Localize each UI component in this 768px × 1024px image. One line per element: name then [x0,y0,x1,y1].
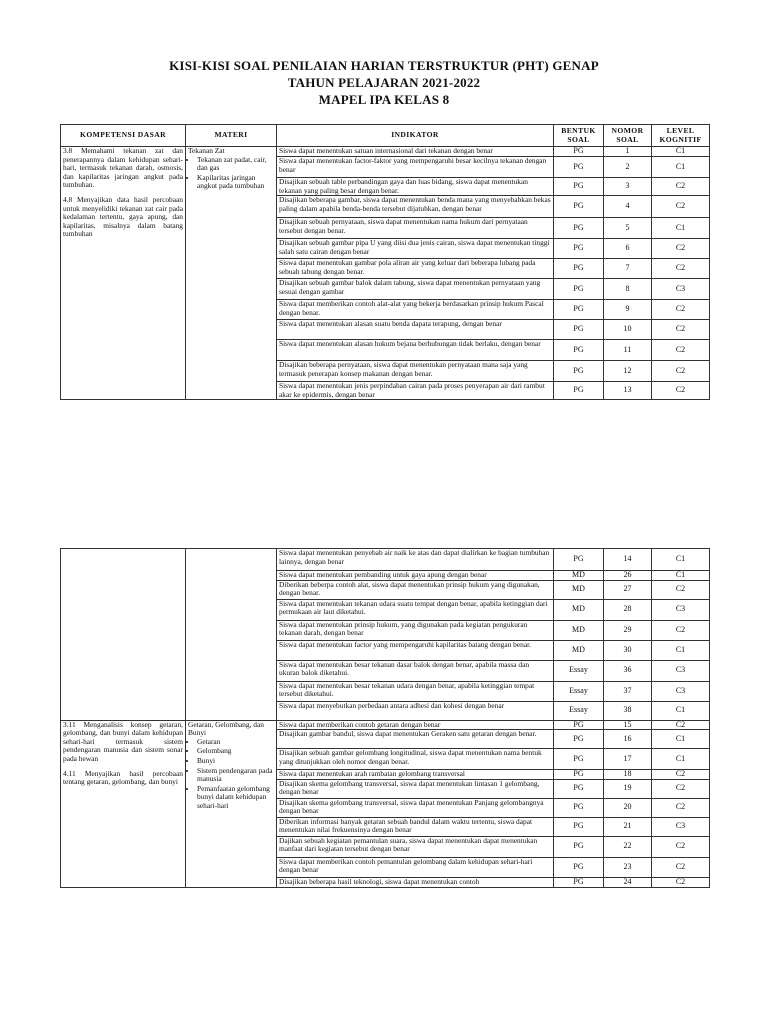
level-cell: C3 [652,599,710,620]
level-cell: C1 [652,218,710,239]
nomor-cell: 9 [604,300,652,320]
col-header-kd: KOMPETENSI DASAR [61,125,186,147]
indikator-cell: Disajikan sebuah pernyataan, siswa dapat menentukan nama hukum dari pernyataan tersebut dengan benar. [277,218,554,239]
materi-list-item: • Kapilaritas jaringan angkut pada tumbuhan [197,174,274,191]
indikator-cell: Siswa dapat menentukan factor-faktor yang mempengaruhi besar kecilnya tekanan dengan benar [277,157,554,178]
bentuk-cell: Essay [554,660,604,681]
indikator-cell: Diberikan informasi banyak getaran sebuah bandul dalam waktu tertentu, siswa dapat menentukan nilai frekuensinya dengan benar [277,817,554,836]
doc-subtitle-subject: MAPEL IPA KELAS 8 [318,92,450,107]
nomor-cell: 26 [604,571,652,581]
bentuk-cell: PG [554,382,604,400]
materi-cell [186,147,277,400]
bentuk-cell: PG [554,798,604,817]
materi-cell [186,720,277,887]
level-cell: C2 [652,178,710,196]
nomor-cell: 23 [604,857,652,877]
bentuk-cell: PG [554,817,604,836]
level-cell: C2 [652,836,710,857]
bentuk-cell: Essay [554,701,604,720]
nomor-cell: 13 [604,382,652,400]
kd-paragraph: 3.11 Menganalisis konsep getaran, gelombang, dan bunyi dalam kehidupan sehari-hari termasuk sistem pendengaran manusia dan sistem sonar pada hewan [63,720,183,763]
bentuk-cell: MD [554,571,604,581]
level-cell: C3 [652,660,710,681]
indikator-cell: Siswa dapat menentukan alasan suatu benda dapata terapung, dengan benar [277,320,554,340]
level-cell: C2 [652,620,710,640]
nomor-cell: 20 [604,798,652,817]
bentuk-cell: PG [554,549,604,571]
kompetensi-dasar-cell [61,147,186,400]
indikator-cell: Siswa dapat menentukan besar tekanan udara dengan benar, apabila ketinggian tempat tersebut diketahui. [277,681,554,701]
table-row [61,720,710,730]
nomor-cell: 17 [604,749,652,770]
indikator-cell: Siswa dapat menentukan arah rambatan gelombang transversal [277,770,554,780]
nomor-cell: 38 [604,701,652,720]
bentuk-cell: MD [554,620,604,640]
nomor-cell: 15 [604,720,652,730]
level-cell: C1 [652,147,710,157]
doc-title: KISI-KISI SOAL PENILAIAN HARIAN TERSTRUKTUR (PHT) GENAP [169,58,599,73]
bentuk-cell: PG [554,340,604,361]
level-cell: C1 [652,157,710,178]
materi-list-item: • Pemanfaatan gelombang bunyi dalam kehidupan sehari-hari [197,785,274,811]
indikator-cell: Siswa dapat menentukan alasan hukum bejana berhubungan tidak berlaku, dengan benar [277,340,554,361]
nomor-cell: 2 [604,157,652,178]
kd-paragraph: 3.8 Memahami tekanan zat dan penerapannya dalam kehidupan sehari-hari, termasuk tekanan darah, osmosis, dan kapilaritas jaringan angkut pada tumbuhan. [63,146,183,190]
col-header-bentuk: BENTUK SOAL [554,125,604,147]
nomor-cell: 7 [604,259,652,279]
level-cell: C3 [652,817,710,836]
indikator-cell: Disajikan skema gelombang transversal, siswa dapat menentukan Panjang gelombangnya dengan benar [277,798,554,817]
col-header-level: LEVEL KOGNITIF [652,125,710,147]
nomor-cell: 10 [604,320,652,340]
bentuk-cell: PG [554,196,604,218]
level-cell: C1 [652,701,710,720]
nomor-cell: 30 [604,640,652,660]
kd-paragraph: 4.11 Menyajikan hasil percobaan tentang getaran, gelombang, dan bunyi [63,768,183,787]
nomor-cell: 3 [604,178,652,196]
indikator-cell: Disajikan skema gelombang transversal, siswa dapat menentukan lintasan 1 gelombang, dengan benar [277,779,554,798]
bentuk-cell: MD [554,599,604,620]
indikator-cell: Siswa dapat menentukan jenis perpindahan cairan pada proses penyerapan air dari rambut akar ke epidermis, dengan benar [277,382,554,400]
nomor-cell: 36 [604,660,652,681]
bentuk-cell: MD [554,640,604,660]
bentuk-cell: PG [554,157,604,178]
bentuk-cell: PG [554,320,604,340]
indikator-cell: Siswa dapat menentukan gambar pola aliran air yang keluar dari beberapa lubang pada sebuah tabung dengan benar. [277,259,554,279]
doc-subtitle-year: TAHUN PELAJARAN 2021-2022 [287,75,481,90]
indikator-cell: Siswa dapat memberikan contoh alat-alat yang bekerja berdasarkan prinsip hukum Pascal dengan benar. [277,300,554,320]
indikator-cell: Siswa dapat menentukan factor yang mempengaruhi kapilaritas batang dengan benar. [277,640,554,660]
indikator-cell: Siswa dapat menyebutkan perbedaan antara adhesi dan kohesi dengan benar [277,701,554,720]
indikator-cell: Siswa dapat menentukan tekanan udara suatu tempat dengan benar, apabila ketinggian dari permukaan air laut diketahui. [277,599,554,620]
nomor-cell: 18 [604,770,652,780]
indikator-cell: Dajikan sebuah kegiatan pemantulan suara, siswa dapat menentukan dapat menentukan manfaat dari kegiatan tersebut dengan benar [277,836,554,857]
header-row [61,125,710,147]
materi-list-item: • Tekanan zat padat, cair, dan gas [197,156,274,173]
indikator-cell: Disajikan sebuah gambar balok dalam tabung, siswa dapat menentukan pernyataan yang sesuai dengan gambar [277,279,554,300]
nomor-cell: 21 [604,817,652,836]
bentuk-cell: PG [554,720,604,730]
level-cell: C1 [652,749,710,770]
indikator-cell: Siswa dapat memberikan contoh getaran dengan benar [277,720,554,730]
kompetensi-dasar-cell [61,720,186,887]
materi-list-item: • Bunyi [197,757,274,766]
bentuk-cell: PG [554,279,604,300]
bentuk-cell: PG [554,300,604,320]
level-cell: C2 [652,877,710,887]
level-cell: C2 [652,196,710,218]
indikator-cell: Siswa dapat memberikan contoh pemantulan gelombang dalam kehidupan sehari-hari dengan benar [277,857,554,877]
bentuk-cell: PG [554,730,604,749]
level-cell: C3 [652,681,710,701]
nomor-cell: 1 [604,147,652,157]
nomor-cell: 16 [604,730,652,749]
indikator-cell: Siswa dapat menentukan pembanding untuk gaya apung dengan benar [277,571,554,581]
nomor-cell: 29 [604,620,652,640]
nomor-cell: 37 [604,681,652,701]
bentuk-cell: PG [554,259,604,279]
level-cell: C2 [652,382,710,400]
materi-list-item: • Gelombang [197,747,274,756]
materi-list [188,738,274,811]
indikator-cell: Diberikan beberpa contoh alat, siswa dapat menentukan prinsip hukum yang digunakan, dengan benar. [277,580,554,599]
nomor-cell: 19 [604,779,652,798]
nomor-cell: 27 [604,580,652,599]
level-cell: C2 [652,720,710,730]
indikator-cell: Disajikan beberapa gambar, siswa dapat menentukan benda mana yang menyebabkan bekas paling dalam apabila benda-benda tersebut dijatuhkan, dengan benar [277,196,554,218]
nomor-cell: 6 [604,239,652,259]
nomor-cell: 24 [604,877,652,887]
nomor-cell: 5 [604,218,652,239]
level-cell: C3 [652,279,710,300]
col-header-materi: MATERI [186,125,277,147]
bentuk-cell: PG [554,836,604,857]
kd-paragraph: 4.8 Menyajikan data hasil percobaan untuk menyelidiki tekanan zat cair pada kedalaman tertentu, gaya apung, dan kapilaritas, misalnya dalam batang tumbuhan [63,194,183,239]
level-cell: C2 [652,300,710,320]
kompetensi-dasar-cell-empty [61,549,186,721]
level-cell: C2 [652,340,710,361]
nomor-cell: 12 [604,361,652,382]
level-cell: C2 [652,770,710,780]
bentuk-cell: PG [554,857,604,877]
level-cell: C2 [652,779,710,798]
grid-table-1 [60,124,710,400]
bentuk-cell: PG [554,178,604,196]
level-cell: C2 [652,580,710,599]
nomor-cell: 28 [604,599,652,620]
indikator-cell: Disajikan sebuah table perbandingan gaya dan luas bidang, siswa dapat menentukan tekanan yang paling besar dengan benar. [277,178,554,196]
indikator-cell: Disajikan gambar bandul, siswa dapat menentukan Geraken satu getaran dengan benar. [277,730,554,749]
materi-list-item: • Sistem pendengaran pada manusia [197,767,274,784]
materi-list [188,156,274,191]
indikator-cell: Siswa dapat menentukan besar tekanan dasar balok dengan benar, apabila massa dan ukuran balok diketahui. [277,660,554,681]
nomor-cell: 14 [604,549,652,571]
materi-cell-empty [186,549,277,721]
level-cell: C2 [652,798,710,817]
level-cell: C1 [652,549,710,571]
nomor-cell: 22 [604,836,652,857]
nomor-cell: 8 [604,279,652,300]
bentuk-cell: Essay [554,681,604,701]
materi-title: Tekanan Zat [188,146,225,155]
level-cell: C1 [652,571,710,581]
indikator-cell: Disajikan sebuah gambar pipa U yang diisi dua jenis cairan, siswa dapat menentukan tinggi salah satu cairan dengan benar [277,239,554,259]
col-header-nomor: NOMOR SOAL [604,125,652,147]
bentuk-cell: PG [554,361,604,382]
level-cell: C2 [652,259,710,279]
materi-title: Getaran, Gelombang, dan Bunyi [188,720,264,738]
indikator-cell: Siswa dapat menentukan prinsip hukum, yang digunakan pada kegiatan pengukuran tekanan darah, dengan benar [277,620,554,640]
bentuk-cell: PG [554,239,604,259]
level-cell: C1 [652,640,710,660]
nomor-cell: 4 [604,196,652,218]
indikator-cell: Siswa dapat menentukan satuan internasional dari tekanan dengan benar [277,147,554,157]
level-cell: C2 [652,361,710,382]
indikator-cell: Siswa dapat menentukan penyebab air naik ke atas dan dapat dialirkan ke bagian tumbuhan lainnya, dengan benar [277,549,554,571]
bentuk-cell: PG [554,877,604,887]
bentuk-cell: MD [554,580,604,599]
table-row [61,549,710,571]
bentuk-cell: PG [554,770,604,780]
bentuk-cell: PG [554,749,604,770]
nomor-cell: 11 [604,340,652,361]
bentuk-cell: PG [554,779,604,798]
table-row [61,147,710,157]
materi-list-item: • Getaran [197,738,274,747]
level-cell: C2 [652,239,710,259]
bentuk-cell: PG [554,218,604,239]
bentuk-cell: PG [554,147,604,157]
indikator-cell: Disajikan beberapa pernyataan, siswa dapat menentukan pernyataan mana saja yang termasuk penerapan konsep makanan dengan benar. [277,361,554,382]
indikator-cell: Disajikan sebuah gambar gelombang longitudinal, siswa dapat menentukan nama bentuk yang ditunjukkan oleh nomor dengan benar. [277,749,554,770]
level-cell: C2 [652,857,710,877]
indikator-cell: Disajikan beberapa hasil teknologi, siswa dapat menentukan contoh [277,877,554,887]
col-header-indikator: INDIKATOR [277,125,554,147]
level-cell: C1 [652,730,710,749]
grid-table-2 [60,548,710,888]
level-cell: C2 [652,320,710,340]
